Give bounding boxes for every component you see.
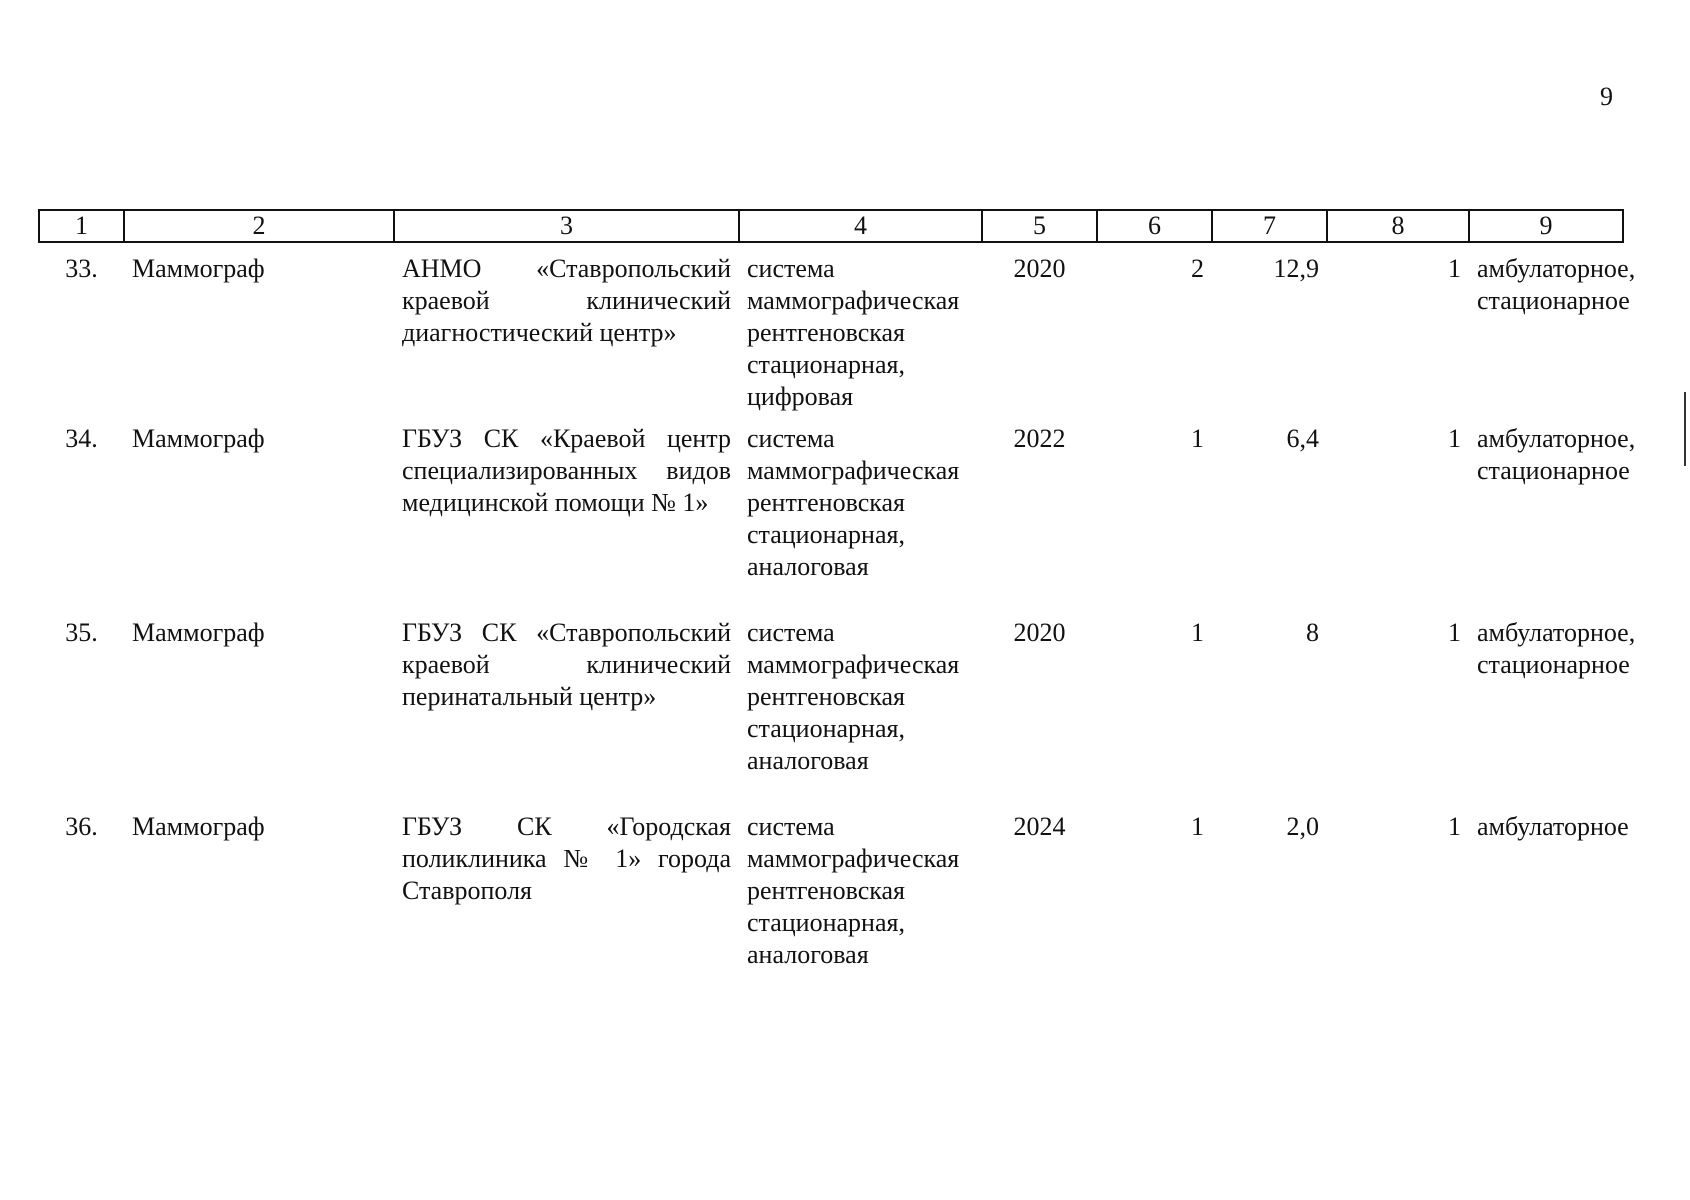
column-header: 6 bbox=[1097, 210, 1212, 242]
equipment-type: система маммографическая рентгеновская стационарная, аналоговая bbox=[747, 424, 960, 581]
count: 1 bbox=[1191, 812, 1204, 841]
care-mode: амбулаторное, стационарное bbox=[1477, 254, 1636, 315]
load: 6,4 bbox=[1286, 424, 1319, 453]
table-row bbox=[39, 607, 1623, 801]
year: 2020 bbox=[1013, 618, 1066, 647]
count: 2 bbox=[1191, 254, 1204, 283]
shifts: 1 bbox=[1448, 424, 1461, 453]
organization: ГБУЗ СК «Городская поликлиника № 1» города Ставрополя bbox=[402, 812, 731, 905]
row-number: 34. bbox=[65, 424, 98, 453]
column-header: 3 bbox=[394, 210, 739, 242]
row-number: 33. bbox=[65, 254, 98, 283]
table-row bbox=[39, 242, 1623, 413]
table-row bbox=[39, 413, 1623, 607]
care-mode: амбулаторное bbox=[1477, 812, 1629, 841]
scan-edge-mark bbox=[1684, 392, 1686, 466]
page-number: 9 bbox=[1600, 82, 1613, 111]
organization: ГБУЗ СК «Краевой центр специализированных видов медицинской помощи № 1» bbox=[402, 424, 731, 517]
year: 2024 bbox=[1013, 812, 1066, 841]
equipment-name: Маммограф bbox=[132, 812, 265, 841]
column-header: 5 bbox=[982, 210, 1097, 242]
load: 12,9 bbox=[1273, 254, 1319, 283]
column-header: 1 bbox=[39, 210, 124, 242]
equipment-name: Маммограф bbox=[132, 424, 265, 453]
load: 8 bbox=[1306, 618, 1319, 647]
equipment-type: система маммографическая рентгеновская стационарная, аналоговая bbox=[747, 812, 960, 969]
year: 2022 bbox=[1013, 424, 1066, 453]
table-row bbox=[39, 801, 1623, 995]
column-header: 8 bbox=[1327, 210, 1469, 242]
row-number: 35. bbox=[65, 618, 98, 647]
count: 1 bbox=[1191, 424, 1204, 453]
care-mode: амбулаторное, стационарное bbox=[1477, 618, 1636, 679]
column-header: 4 bbox=[739, 210, 982, 242]
column-header: 9 bbox=[1469, 210, 1623, 242]
column-header: 7 bbox=[1212, 210, 1327, 242]
equipment-table bbox=[38, 209, 1636, 995]
equipment-type: система маммографическая рентгеновская стационарная, аналоговая bbox=[747, 618, 960, 775]
shifts: 1 bbox=[1448, 618, 1461, 647]
year: 2020 bbox=[1013, 254, 1066, 283]
column-number-header bbox=[39, 210, 1623, 242]
row-number: 36. bbox=[65, 812, 98, 841]
shifts: 1 bbox=[1448, 812, 1461, 841]
equipment-name: Маммограф bbox=[132, 618, 265, 647]
organization: АНМО «Ставропольский краевой клинический диагностический центр» bbox=[402, 254, 731, 347]
shifts: 1 bbox=[1448, 254, 1461, 283]
equipment-type: система маммографическая рентгеновская стационарная, цифровая bbox=[747, 254, 960, 411]
count: 1 bbox=[1191, 618, 1204, 647]
care-mode: амбулаторное, стационарное bbox=[1477, 424, 1636, 485]
organization: ГБУЗ СК «Ставропольский краевой клинический перинатальный центр» bbox=[402, 618, 731, 711]
equipment-name: Маммограф bbox=[132, 254, 265, 283]
load: 2,0 bbox=[1286, 812, 1319, 841]
column-header: 2 bbox=[124, 210, 394, 242]
